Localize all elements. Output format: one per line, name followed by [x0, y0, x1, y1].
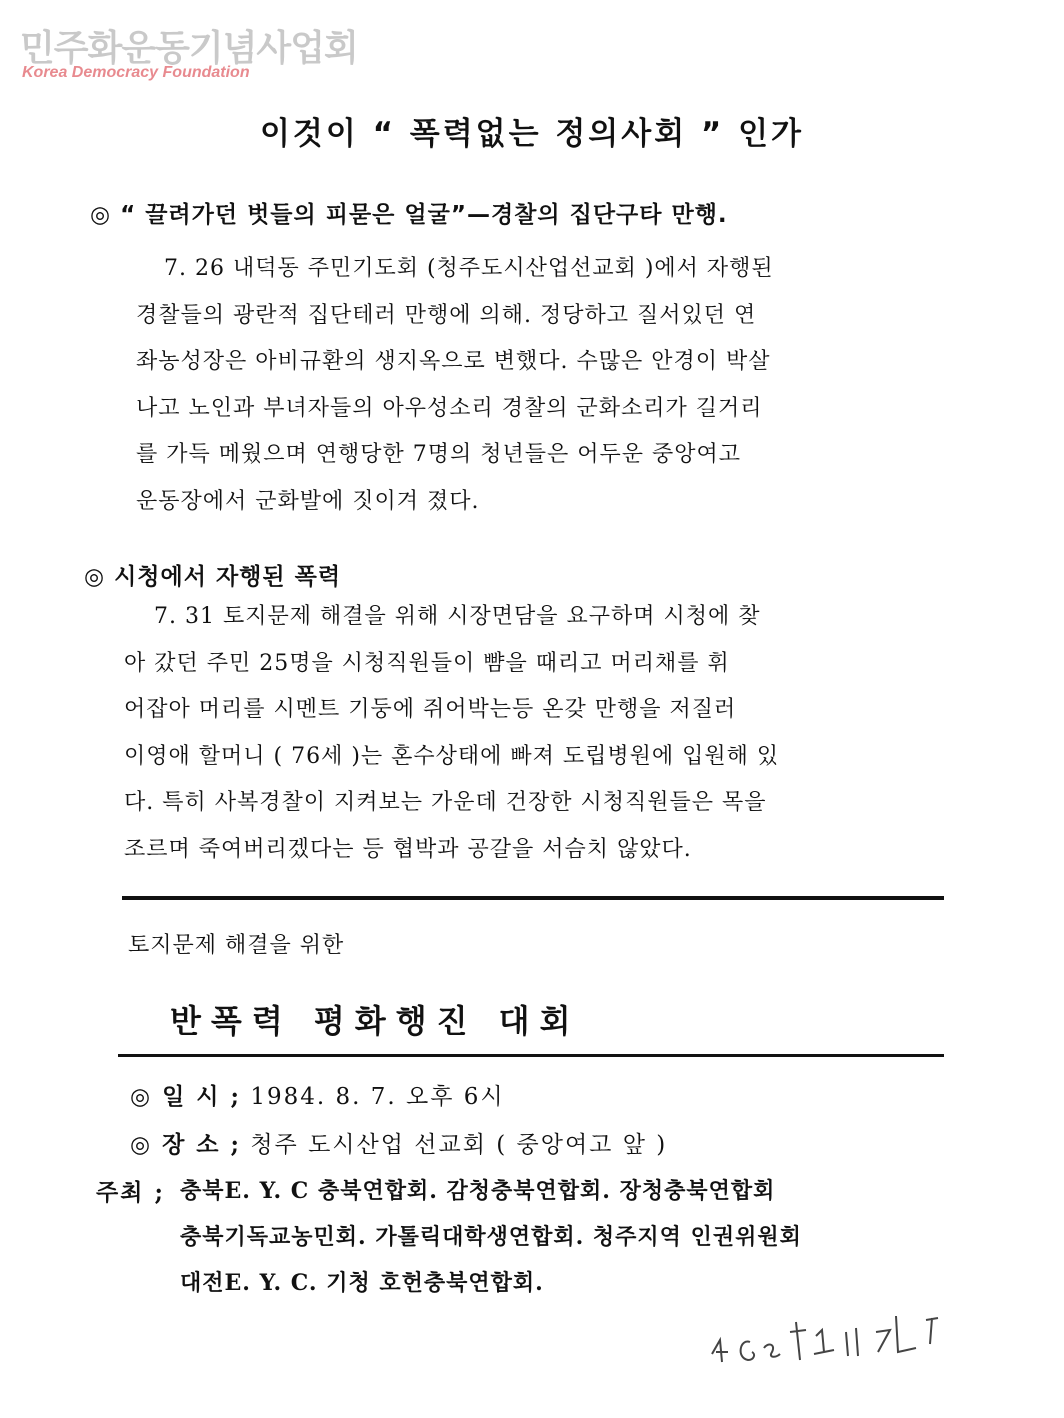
- paragraph-line: 를 가득 메웠으며 연행당한 7명의 청년들은 어두운 중앙여고: [136, 442, 741, 467]
- paragraph-line: 7. 26 내덕동 주민기도회 (청주도시산업선교회 )에서 자행된: [164, 256, 774, 281]
- section2-paragraph: [124, 594, 954, 873]
- place-label: ◎ 장 소 ;: [130, 1131, 242, 1158]
- paragraph-line: 나고 노인과 부녀자들의 아우성소리 경찰의 군화소리가 길거리: [136, 395, 763, 421]
- notice-subtitle: 토지문제 해결을 위한: [128, 933, 345, 958]
- paragraph-line: 어잡아 머리를 시멘트 기둥에 쥐어박는등 온갖 만행을 저질러: [124, 697, 737, 722]
- host-line: 충북E. Y. C 충북연합회. 감청충북연합회. 장청충북연합회: [180, 1178, 776, 1204]
- event-datetime: [130, 1078, 505, 1111]
- paragraph-line: 다. 특히 사복경찰이 지켜보는 가운데 건장한 시청직원들은 목을: [124, 790, 767, 815]
- datetime-value: 1984. 8. 7. 오후 6시: [250, 1084, 505, 1110]
- divider-rule: [122, 896, 944, 900]
- section1-heading: ◎ “ 끌려가던 벗들의 피묻은 얼굴”—경찰의 집단구타 만행.: [90, 202, 728, 228]
- event-title-rule: [118, 1054, 944, 1057]
- watermark-korean: 민주화운동기념사업회: [20, 28, 358, 69]
- host-label: 주최 ;: [96, 1179, 165, 1206]
- paragraph-line: 7. 31 토지문제 해결을 위해 시장면담을 요구하며 시청에 찾: [154, 604, 761, 629]
- datetime-label: ◎ 일 시 ;: [130, 1083, 242, 1110]
- paragraph-line: 경찰들의 광란적 집단테러 만행에 의해. 정당하고 질서있던 연: [136, 302, 757, 328]
- paragraph-line: 이영애 할머니 ( 76세 )는 혼수상태에 빠져 도립병원에 입원해 있: [124, 743, 780, 769]
- event-title: 반폭력 평화행진 대회: [170, 1002, 581, 1040]
- place-value: 청주 도시산업 선교회 ( 중앙여고 앞 ): [250, 1132, 668, 1158]
- document-title: 이것이 “ 폭력없는 정의사회 ” 인가: [259, 116, 804, 152]
- host-line: 충북기독교농민회. 가톨릭대학생연합회. 청주지역 인권위원회: [180, 1224, 802, 1250]
- paragraph-line: 아 갔던 주민 25명을 시청직원들이 뺨을 때리고 머리채를 휘: [124, 650, 730, 676]
- watermark-english: Korea Democracy Foundation: [22, 64, 250, 81]
- paragraph-line: 운동장에서 군화발에 짓이겨 졌다.: [136, 488, 480, 514]
- section2-heading: ◎ 시청에서 자행된 폭력: [84, 564, 342, 590]
- host-line: 대전E. Y. C. 기청 호헌충북연합회.: [180, 1270, 544, 1296]
- handwritten-archive-mark: [706, 1302, 956, 1382]
- paragraph-line: 조르며 죽여버리겠다는 등 협박과 공갈을 서슴치 않았다.: [124, 836, 692, 862]
- paragraph-line: 좌농성장은 아비규환의 생지옥으로 변했다. 수많은 안경이 박살: [136, 349, 771, 374]
- event-place: [130, 1126, 667, 1159]
- section1-paragraph: [136, 246, 936, 525]
